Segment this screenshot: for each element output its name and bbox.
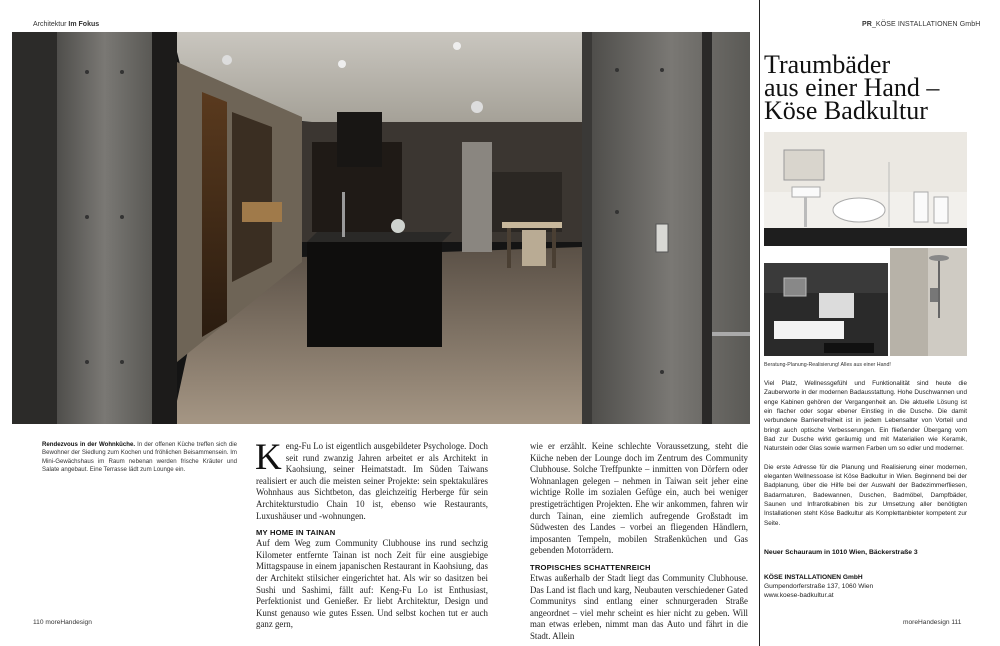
running-header-left (33, 21, 99, 28)
title-line: aus einer Hand – (764, 73, 940, 102)
caption-lead: Rendezvous in der Wohnküche. (42, 441, 136, 448)
article-paragraph: wie er erzählt. Keine schlechte Voraussetzung, steht die Küche neben der Lounge doch im Zentrum des Community Clubhouse. Solche Treffpunkte – inmitten von Dörfern oder Wohnanlagen gelegen – nehmen in Taiwan seit jeher eine wichtige Rolle im sozialen Gefüge ein, auch bei weniger prestigeträchtigen Projekten. Ehe wir ankommen, fahren wir durch Tainan, eine ziemlich aufregende Großstadt im Südwesten des Landes – vorbei an fliegenden Händlern, imposanten Tempeln, mobilen Straßenküchen und Gas gebenden Motorrädern. (530, 441, 748, 556)
company-name: KÖSE INSTALLATIONEN GmbH (764, 574, 863, 581)
showroom-note: Neuer Schauraum in 1010 Wien, Bäckerstraße 3 (764, 549, 918, 556)
running-header-right (862, 21, 980, 28)
company-website[interactable]: www.koese-badkultur.at (764, 592, 834, 600)
article-column-2 (530, 441, 748, 643)
header-section: Architektur (33, 21, 67, 28)
company-address: Gumpendorferstraße 137, 1060 Wien (764, 583, 874, 591)
bathroom-photo-shower (890, 248, 967, 356)
page-divider (759, 0, 760, 646)
article-paragraph: Auf dem Weg zum Community Clubhouse ins rund sechzig Kilometer entfernte Tainan ist noch Zeit für eine ausgiebige Mittagspause in einem japanischen Restaurant in Kaohsiung, das der Architekt stilsicher eingerichtet hat. Als wir so dasitzen bei Sushi und Sashimi, fällt auf: Keng-Fu Lo ist Enthusiast, Perfektionist und Genießer. Er liebt Architektur, Design und Kunst genauso wie gutes Essen. Und selbst kochen tut er auch ganz gern, (256, 538, 488, 630)
advertorial-body (764, 379, 967, 528)
advertorial-title (764, 50, 984, 125)
article-column-1 (255, 437, 488, 631)
photo-caption (42, 441, 237, 474)
drop-cap: K (255, 437, 282, 478)
header-company: _KÖSE INSTALLATIONEN GmbH (871, 21, 981, 28)
ad-paragraph: Viel Platz, Wellnessgefühl und Funktionalität sind heute die Zauberworte in der modernen Badausstattung. Hohe Duschwannen und enge Kabinen gehören der Vergangenheit an. Die aktuelle Lösung ist ein flacher oder sogar ebener Einstieg in die Dusche. Die damit verbundene Barrierefreiheit ist in jedem Lebensalter von Vorteil und bringt auch optische Verbesserungen. Ein fließender Übergang vom Bad zur Dusche wirkt geräumig und mit Materialien wie Keramik, Naturstein oder Glas sowie warmen Farben um so edler und moderner. (764, 380, 967, 453)
kitchen-photo (12, 32, 750, 424)
contact-block (764, 573, 974, 601)
page-number-right: moreHandesign 111 (903, 619, 962, 626)
header-topic: Im Fokus (68, 21, 100, 28)
title-line: Traumbäder (764, 50, 891, 79)
article-subheading: MY HOME IN TAINAN (256, 528, 336, 538)
title-line: Köse Badkultur (764, 96, 928, 125)
bathroom-photo-classic (764, 132, 967, 246)
header-pr-label: PR (862, 21, 872, 28)
article-paragraph: eng-Fu Lo ist eigentlich ausgebildeter Psychologe. Doch seit rund zwanzig Jahren arbeitet er als Architekt in Kaohsiung, seiner Heimatstadt. Im Süden Taiwans realisiert er auch die meisten seiner Projekte: sein spektakuläres Wohnhaus aus Sichtbeton, das gleichzeitig Herberge für sein Architekturstudio Chain 10 ist, ebenso wie Restaurants, Luxushäuser und -wohnungen. (256, 441, 488, 521)
ad-image-caption: Beratung-Planung-Realisierung! Alles aus einer Hand! (764, 362, 891, 368)
article-subheading: TROPISCHES SCHATTENREICH (530, 562, 651, 572)
ad-paragraph: Die erste Adresse für die Planung und Realisierung einer modernen, eleganten Wellnessoase ist Köse Badkultur in Wien. Beginnend bei der Badplanung, über die Hilfe bei der Auswahl der Badezimmerfliesen, Badarmaturen, Badewannen, Duschen, Badmöbel, Dampfbäder, Saunen und Infrarotkabinen bis zur Umsetzung aller benötigten Installationen steht Köse Badkultur als Komplettanbieter kompetent zur Seite. (764, 463, 967, 527)
page-number-left: 110 moreHandesign (33, 619, 92, 626)
bathroom-photo-black (764, 263, 888, 356)
article-paragraph: Etwas außerhalb der Stadt liegt das Community Clubhouse. Das Land ist flach und karg, Neubauten verschiedener Gated Communitys sind entlang einer schnurgeraden Straße angeordnet – viel mehr scheint es hier nicht zu geben. Will man etwas erleben, nimmt man das Auto und fährt in die Stadt. Allein (530, 572, 748, 641)
caption-text: In der offenen Küche treffen sich die Bewohner der Siedlung zum Kochen und fröhlichen Beisammensein. Im Mini-Gewächshaus im Raum nebenan werden frische Kräuter und Salate angebaut. Eine Terrasse lädt zum Lounge ein. (42, 441, 238, 473)
